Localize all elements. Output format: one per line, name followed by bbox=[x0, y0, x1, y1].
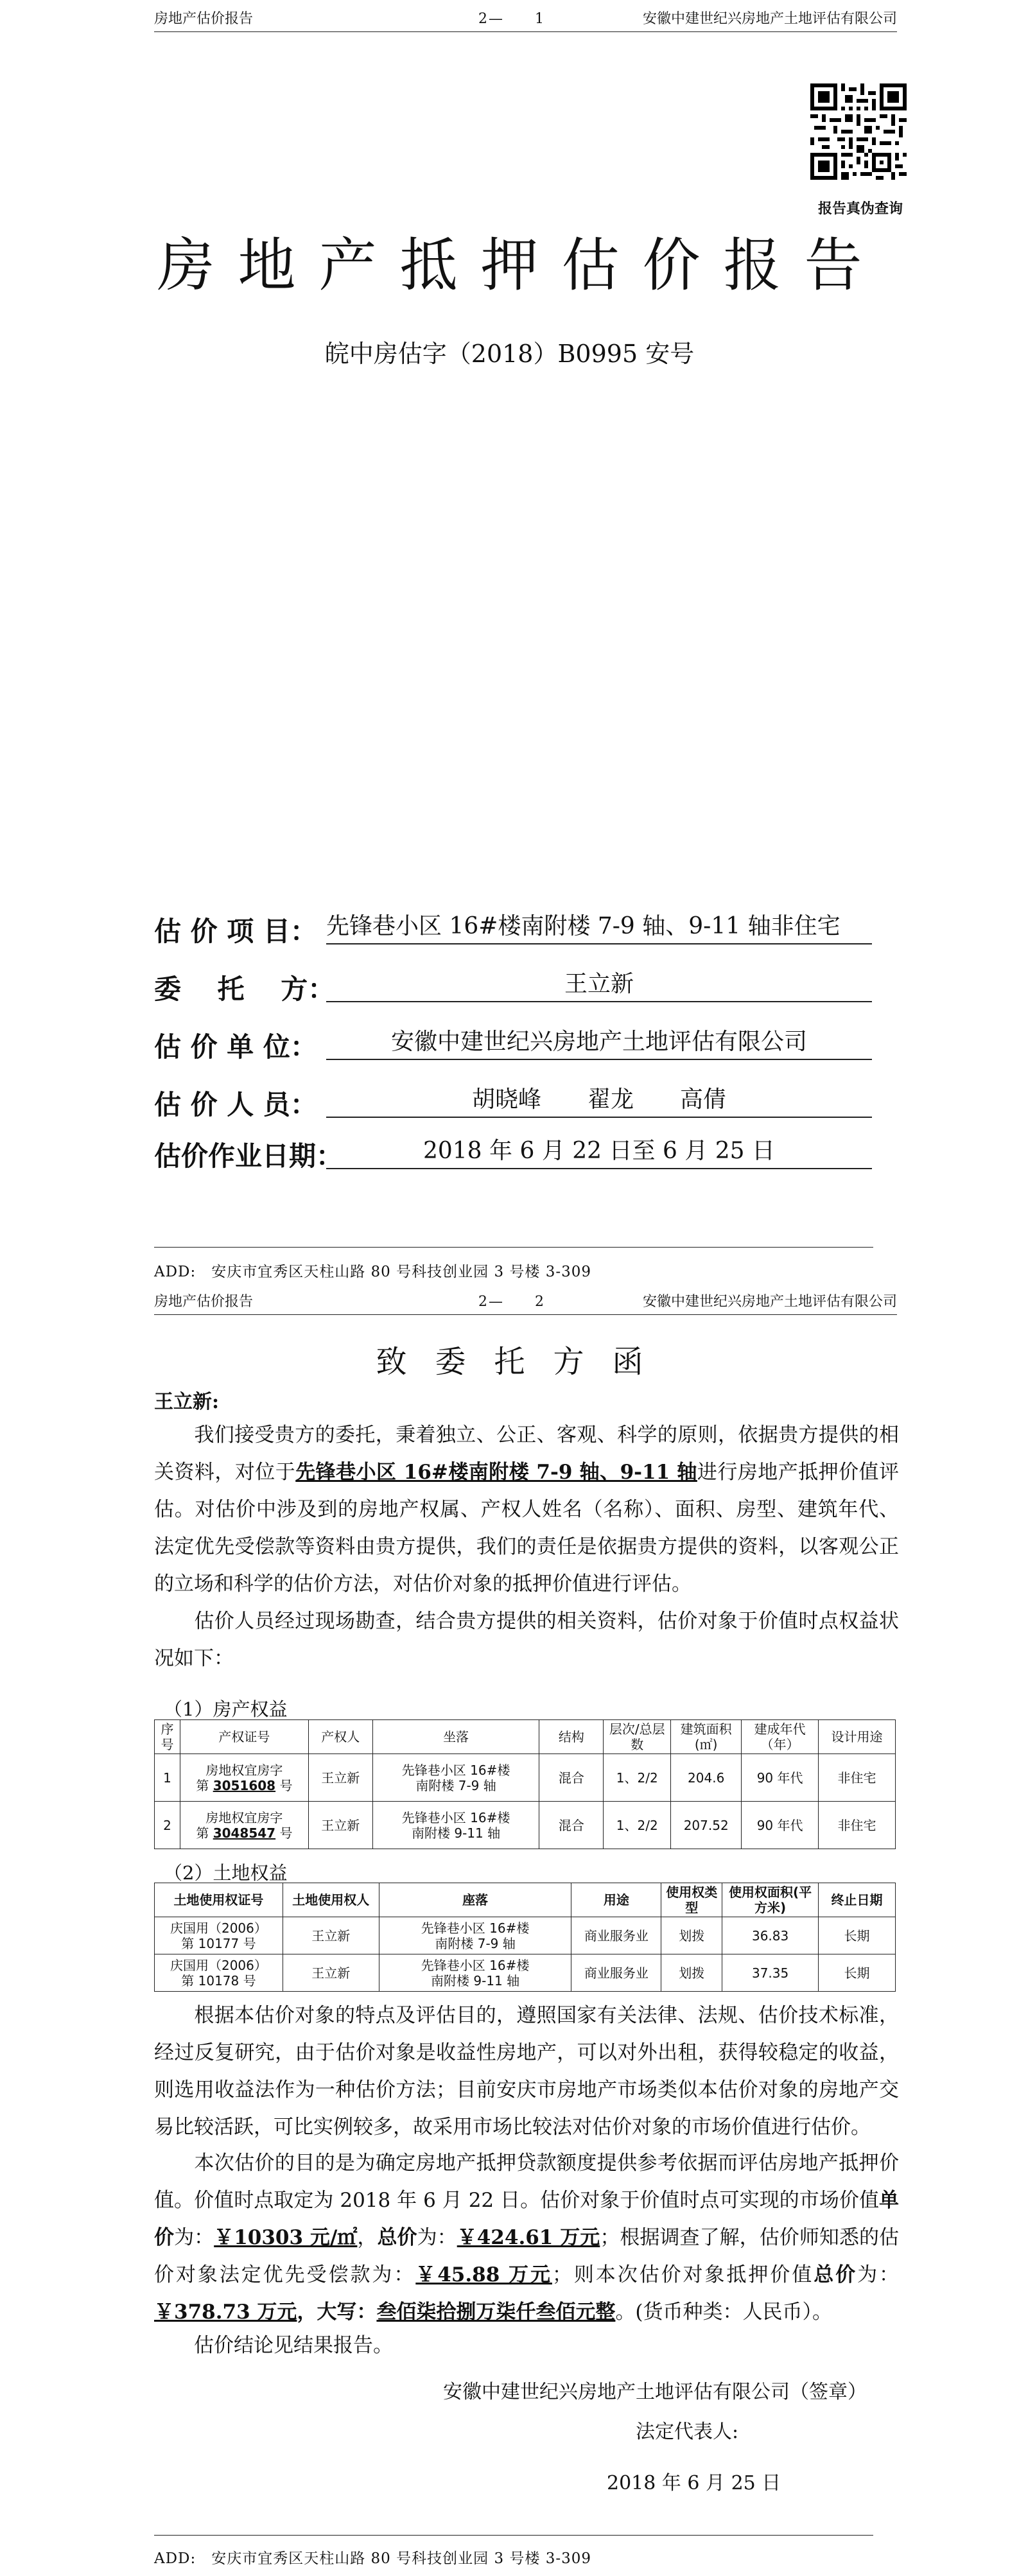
header-cell: 产权证号 bbox=[180, 1720, 308, 1754]
cell-cert: 庆国用（2006） 第 10178 号 bbox=[155, 1954, 283, 1992]
header-cell: 使用权面积(平方米) bbox=[722, 1883, 819, 1917]
field-value: 胡晓峰 翟龙 高倩 bbox=[326, 1081, 872, 1118]
header-cell: 坐落 bbox=[372, 1720, 539, 1754]
paragraph-intro: 我们接受贵方的委托，秉着独立、公正、客观、科学的原则，依据贵方提供的相关资料，对位于先锋巷小区 16#楼南附楼 7-9 轴、9-11 轴进行房地产抵押价值评估。对估价中涉及到的房地产权属、产权人姓名（名称）、面积、房型、建筑年代、法定优先受偿款等资料由贵方提供，我们的责任是依据贵方提供的资料，以客观公正的立场和科学的估价方法，对估价对象的抵押价值进行评估。 bbox=[154, 1423, 899, 1596]
header-page-number: 2— 2 bbox=[478, 1294, 545, 1310]
addressee: 王立新: bbox=[154, 1391, 220, 1413]
cell-no: 1 bbox=[155, 1754, 180, 1802]
header-cell: 层次/总层数 bbox=[604, 1720, 671, 1754]
field-value: 先锋巷小区 16#楼南附楼 7-9 轴、9-11 轴非住宅 bbox=[326, 908, 872, 944]
priority-payment: ￥45.88 万元 bbox=[415, 2263, 552, 2286]
cell-cert: 房地权宜房字 第 3051608 号 bbox=[180, 1754, 308, 1802]
table-header-row bbox=[155, 1720, 896, 1754]
header-cell: 序号 bbox=[155, 1720, 180, 1754]
cell-no: 2 bbox=[155, 1802, 180, 1849]
field-value: 安徽中建世纪兴房地产土地评估有限公司 bbox=[326, 1023, 872, 1060]
header-company: 安徽中建世纪兴房地产土地评估有限公司 bbox=[642, 1294, 897, 1310]
cell-area: 37.35 bbox=[722, 1954, 819, 1992]
header-cell: 设计用途 bbox=[819, 1720, 896, 1754]
header-cell: 终止日期 bbox=[819, 1883, 896, 1917]
table-header-row bbox=[155, 1883, 896, 1917]
total-price: ￥424.61 万元 bbox=[457, 2226, 600, 2249]
header-cell: 建成年代（年） bbox=[742, 1720, 819, 1754]
property-location: 先锋巷小区 16#楼南附楼 7-9 轴、9-11 轴 bbox=[295, 1461, 697, 1484]
field-label: 估价作业日期： bbox=[154, 1140, 344, 1172]
header-cell: 产权人 bbox=[308, 1720, 372, 1754]
signature-company: 安徽中建世纪兴房地产土地评估有限公司（签章） bbox=[443, 2381, 867, 2403]
cell-use: 商业服务业 bbox=[571, 1917, 661, 1954]
signature-date: 2018 年 6 月 25 日 bbox=[607, 2472, 781, 2494]
cell-location: 先锋巷小区 16#楼 南附楼 7-9 轴 bbox=[379, 1917, 571, 1954]
cell-type: 划拨 bbox=[661, 1954, 722, 1992]
header-cell: 使用权类型 bbox=[661, 1883, 722, 1917]
cell-area: 36.83 bbox=[722, 1917, 819, 1954]
table-row bbox=[155, 1754, 896, 1802]
cell-owner: 王立新 bbox=[308, 1802, 372, 1849]
field-label: 估 价 项 目： bbox=[154, 916, 317, 947]
cell-area: 207.52 bbox=[671, 1802, 742, 1849]
paragraph-conclusion: 本次估价的目的是为确定房地产抵押贷款额度提供参考依据而评估房地产抵押价值。价值时点取定为 2018 年 6 月 22 日。估价对象于价值时点可实现的市场价值单价为：￥10303 元/㎡，总价为：￥424.61 万元；根据调查了解，估价师知悉的估价对象法定优先受偿款为：￥45.88 万元；则本次估价对象抵押价值总价为：￥378.73 万元，大写：叁佰柒拾捌万柒仟叁佰元整。(货币种类：人民币）。 bbox=[154, 2152, 900, 2324]
header-cell: 土地使用权证号 bbox=[155, 1883, 283, 1917]
cell-type: 划拨 bbox=[661, 1917, 722, 1954]
field-label: 估 价 人 员： bbox=[154, 1089, 317, 1120]
land-rights-table bbox=[154, 1883, 896, 1992]
paragraph-method: 根据本估价对象的特点及评估目的，遵照国家有关法律、法规、估价技术标准，经过反复研究，由于估价对象是收益性房地产，可以对外出租，获得较稳定的收益，则选用收益法作为一种估价方法；目前安庆市房地产市场类似本估价对象的房地产交易比较活跃，可比实例较多，故采用市场比较法对估价对象的市场价值进行估价。 bbox=[154, 2004, 899, 2139]
header-cell: 土地使用权人 bbox=[283, 1883, 379, 1917]
header-company: 安徽中建世纪兴房地产土地评估有限公司 bbox=[642, 11, 897, 27]
qr-caption: 报告真伪查询 bbox=[817, 200, 903, 217]
cell-floor: 1、2/2 bbox=[604, 1754, 671, 1802]
field-label: 估 价 单 位： bbox=[154, 1031, 317, 1063]
letter-page bbox=[0, 1291, 1019, 2576]
header-cell: 用途 bbox=[571, 1883, 661, 1917]
cell-structure: 混合 bbox=[539, 1754, 604, 1802]
cell-use: 非住宅 bbox=[819, 1802, 896, 1849]
cell-location: 先锋巷小区 16#楼 南附楼 7-9 轴 bbox=[372, 1754, 539, 1802]
header-cell: 座落 bbox=[379, 1883, 571, 1917]
paragraph-status: 估价人员经过现场勘查，结合贵方提供的相关资料，估价对象于价值时点权益状况如下： bbox=[154, 1610, 899, 1670]
report-title: 房地产抵押估价报告 bbox=[157, 232, 885, 299]
field-value: 2018 年 6 月 22 日至 6 月 25 日 bbox=[326, 1133, 872, 1169]
cell-cert: 庆国用（2006） 第 10177 号 bbox=[155, 1917, 283, 1954]
header-page-number: 2— 1 bbox=[478, 11, 545, 27]
footer-address: ADD: 安庆市宜秀区天柱山路 80 号科技创业园 3 号楼 3-309 bbox=[154, 2550, 591, 2567]
cell-location: 先锋巷小区 16#楼 南附楼 9-11 轴 bbox=[379, 1954, 571, 1992]
header-cell: 结构 bbox=[539, 1720, 604, 1754]
header-left: 房地产估价报告 bbox=[154, 1294, 254, 1310]
table-row bbox=[155, 1917, 896, 1954]
unit-price: ￥10303 元/㎡ bbox=[214, 2226, 358, 2249]
table2-caption: （2）土地权益 bbox=[164, 1862, 288, 1884]
footer-rule bbox=[154, 2535, 873, 2536]
paragraph-closing: 估价结论见结果报告。 bbox=[194, 2334, 393, 2357]
table1-caption: （1）房产权益 bbox=[164, 1698, 288, 1720]
letter-title: 致委托方函 bbox=[376, 1344, 672, 1380]
table-row bbox=[155, 1802, 896, 1849]
cell-owner: 王立新 bbox=[283, 1917, 379, 1954]
cell-location: 先锋巷小区 16#楼 南附楼 9-11 轴 bbox=[372, 1802, 539, 1849]
table-row bbox=[155, 1954, 896, 1992]
cell-end-date: 长期 bbox=[819, 1954, 896, 1992]
field-label: 委 托 方： bbox=[154, 973, 335, 1005]
cell-area: 204.6 bbox=[671, 1754, 742, 1802]
document-number: 皖中房估字（2018）B0995 安号 bbox=[324, 340, 695, 368]
cell-floor: 1、2/2 bbox=[604, 1802, 671, 1849]
cell-use: 非住宅 bbox=[819, 1754, 896, 1802]
page-header bbox=[154, 1292, 897, 1315]
qr-code-icon[interactable] bbox=[810, 83, 907, 180]
footer-address: ADD: 安庆市宜秀区天柱山路 80 号科技创业园 3 号楼 3-309 bbox=[154, 1264, 591, 1280]
cell-year: 90 年代 bbox=[742, 1802, 819, 1849]
cell-end-date: 长期 bbox=[819, 1917, 896, 1954]
property-rights-table bbox=[154, 1719, 896, 1849]
cell-cert: 房地权宜房字 第 3048547 号 bbox=[180, 1802, 308, 1849]
mortgage-value: ￥378.73 万元 bbox=[154, 2301, 297, 2324]
page-header bbox=[154, 9, 897, 32]
mortgage-value-uppercase: 叁佰柒拾捌万柒仟叁佰元整 bbox=[376, 2301, 616, 2324]
cell-owner: 王立新 bbox=[283, 1954, 379, 1992]
signature-representative: 法定代表人: bbox=[636, 2421, 739, 2443]
footer-rule bbox=[154, 1247, 873, 1248]
cell-use: 商业服务业 bbox=[571, 1954, 661, 1992]
field-value: 王立新 bbox=[326, 966, 872, 1002]
cell-year: 90 年代 bbox=[742, 1754, 819, 1802]
header-left: 房地产估价报告 bbox=[154, 11, 254, 27]
header-cell: 建筑面积(㎡) bbox=[671, 1720, 742, 1754]
cell-structure: 混合 bbox=[539, 1802, 604, 1849]
cell-owner: 王立新 bbox=[308, 1754, 372, 1802]
